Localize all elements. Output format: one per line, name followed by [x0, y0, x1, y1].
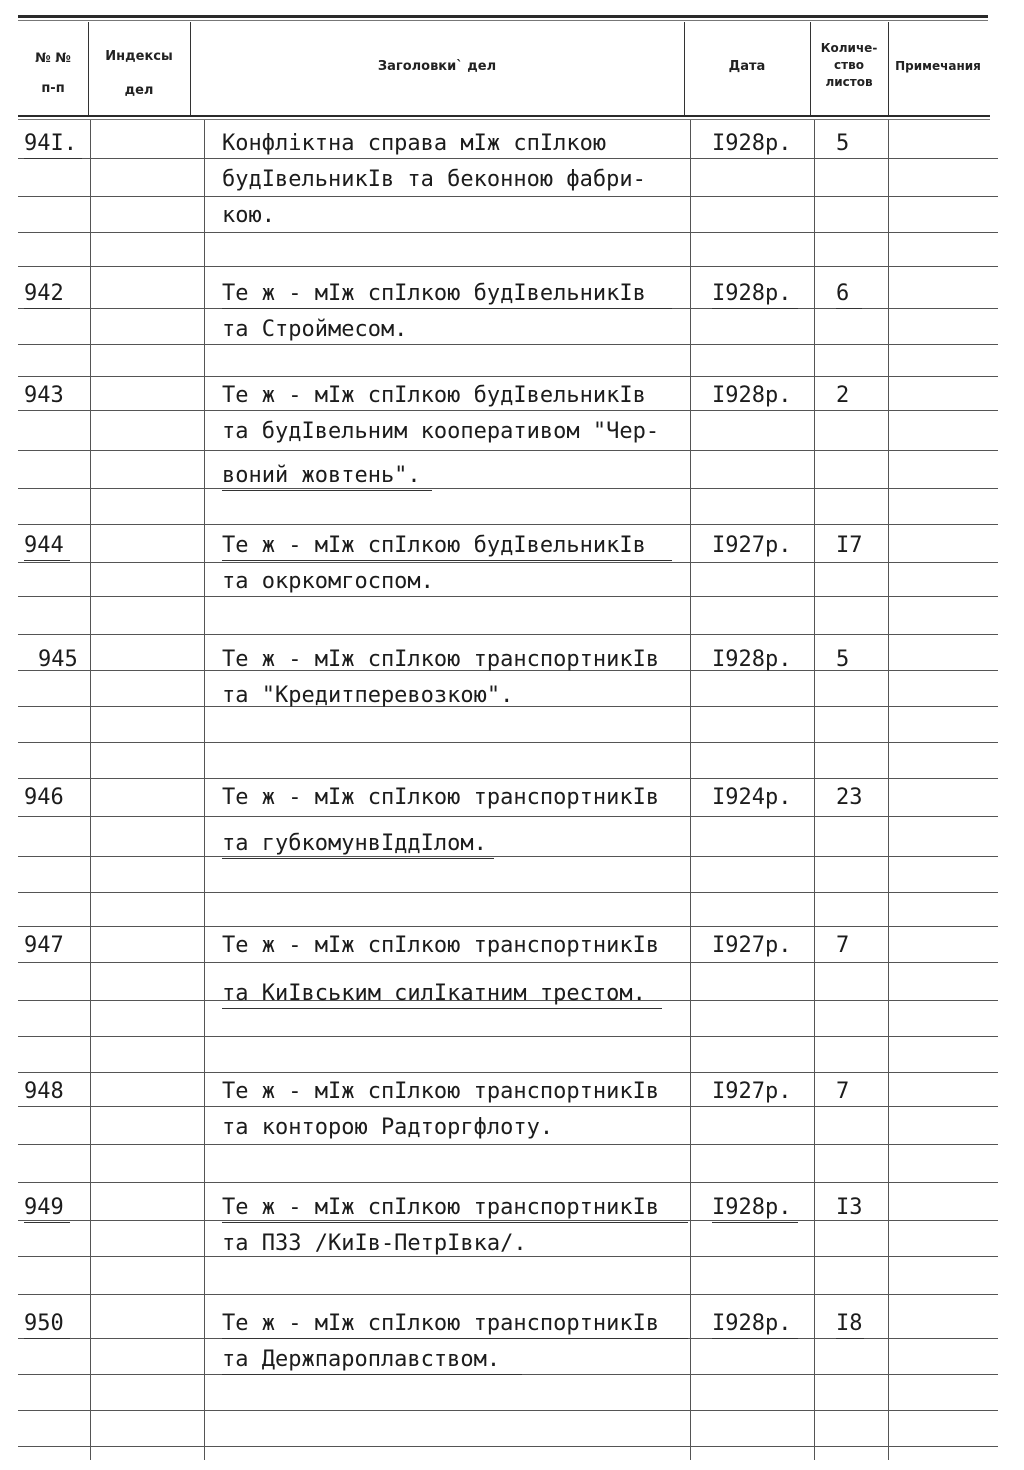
ruled-line	[18, 232, 998, 233]
ruled-line	[18, 892, 998, 893]
row-title-line: та губкомунвIддIлом.	[222, 830, 494, 859]
top-rule-thin	[18, 20, 988, 21]
row-number: 949	[24, 1194, 70, 1223]
header-notes: Примечания	[895, 59, 981, 73]
row-title-line: Те ж - мIж спIлкою транспортникIв	[222, 1310, 688, 1339]
row-title-line: Те ж - мIж спIлкою транспортникIв	[222, 933, 660, 958]
ruled-line	[18, 856, 998, 857]
row-number: 946	[24, 785, 64, 810]
row-title-line: Те ж - мIж спIлкою транспортникIв	[222, 1079, 660, 1104]
top-rule	[18, 15, 988, 18]
row-sheets: I7	[836, 533, 863, 558]
row-title-line: воний жовтень".	[222, 462, 432, 491]
ruled-line	[18, 158, 998, 159]
row-number: 947	[24, 933, 64, 958]
row-number: 945	[38, 647, 78, 672]
row-sheets: 6	[836, 280, 862, 309]
ruled-line	[18, 488, 998, 489]
row-date: I928р.	[712, 131, 792, 156]
row-title-line: та "Кредитперевозкою".	[222, 683, 514, 708]
row-sheets: 5	[836, 131, 850, 156]
row-number: 942	[24, 280, 70, 309]
row-number: 950	[24, 1310, 70, 1339]
row-title-line: Те ж - мIж спIлкою будIвельникIв	[222, 280, 672, 309]
row-title-line: кою.	[222, 203, 275, 228]
row-sheets: 7	[836, 1079, 850, 1104]
row-sheets: 7	[836, 933, 850, 958]
row-date: I928р.	[712, 1194, 798, 1223]
ruled-line	[18, 962, 998, 963]
header-divider	[88, 22, 89, 115]
row-date: I927р.	[712, 533, 792, 558]
ruled-line	[18, 816, 998, 817]
ruled-line	[18, 196, 998, 197]
col-divider	[814, 120, 815, 1460]
row-date: I928р.	[712, 280, 798, 309]
ruled-line	[18, 926, 998, 927]
ruled-line	[18, 1106, 998, 1107]
row-date: I928р.	[712, 1310, 798, 1339]
row-title-line: та окркомгоспом.	[222, 569, 434, 594]
ruled-line	[18, 376, 998, 377]
row-sheets: 23	[836, 785, 863, 810]
row-number: 948	[24, 1079, 64, 1104]
ruled-line	[18, 1144, 998, 1145]
row-title-line: та конторою Радторгфлоту.	[222, 1115, 554, 1140]
ruled-line	[18, 1446, 998, 1447]
header-title: Заголовки` дел	[377, 59, 497, 74]
ruled-line	[18, 266, 998, 267]
header-rule-thin	[18, 119, 990, 120]
ruled-line	[18, 1410, 998, 1411]
ruled-line	[18, 524, 998, 525]
row-date: I927р.	[712, 933, 792, 958]
row-date: I927р.	[712, 1079, 792, 1104]
row-title-line: та Строймесом.	[222, 317, 408, 342]
ruled-line	[18, 1036, 998, 1037]
ruled-line	[18, 1072, 998, 1073]
row-sheets: I3	[836, 1195, 863, 1220]
ruled-line	[18, 1294, 998, 1295]
row-date: I928р.	[712, 383, 792, 408]
header-sheets: Количе- ство листов	[820, 41, 878, 89]
row-title-line: Те ж - мIж спIлкою транспортникIв	[222, 647, 660, 672]
row-title-line: Те ж - мIж спIлкою будIвельникIв	[222, 383, 646, 408]
ruled-line	[18, 562, 998, 563]
row-number: 944	[24, 532, 70, 561]
col-divider	[90, 120, 91, 1460]
row-title-line: та Держпароплавством.	[222, 1346, 522, 1375]
ruled-line	[18, 596, 998, 597]
ruled-line	[18, 1182, 998, 1183]
row-title-line: та ПЗЗ /КиIв-ПетрIвка/.	[222, 1231, 527, 1256]
row-number: 943	[24, 383, 64, 408]
row-title-line: Те ж - мIж спIлкою транспортникIв	[222, 785, 660, 810]
row-number: 94I.	[24, 130, 82, 159]
row-title-line: Те ж - мIж спIлкою будIвельникIв	[222, 532, 672, 561]
row-date: I924р.	[712, 785, 792, 810]
row-title-line: будIвельникIв та беконною фабри-	[222, 167, 646, 192]
ruled-line	[18, 450, 998, 451]
ruled-line	[18, 344, 998, 345]
header-rule	[18, 115, 990, 117]
ruled-line	[18, 742, 998, 743]
col-divider	[204, 120, 205, 1460]
ruled-line	[18, 634, 998, 635]
row-title-line: Конфлiктна справа мIж спIлкою	[222, 131, 607, 156]
col-divider	[888, 120, 889, 1460]
ruled-line	[18, 778, 998, 779]
header-date: Дата	[728, 59, 766, 74]
ruled-line	[18, 410, 998, 411]
row-sheets: I8	[836, 1310, 864, 1339]
header-index: Индексы дел	[105, 49, 173, 98]
row-title-line: та будIвельним кооперативом "Чер-	[222, 419, 660, 444]
row-sheets: 5	[836, 647, 850, 672]
row-sheets: 2	[836, 383, 850, 408]
header-num: № № п-п	[35, 51, 71, 96]
row-date: I928р.	[712, 647, 792, 672]
row-title-line: Те ж - мIж спIлкою транспортникIв	[222, 1194, 688, 1223]
row-title-line: та КиIвським силIкатним трестом.	[222, 980, 662, 1009]
